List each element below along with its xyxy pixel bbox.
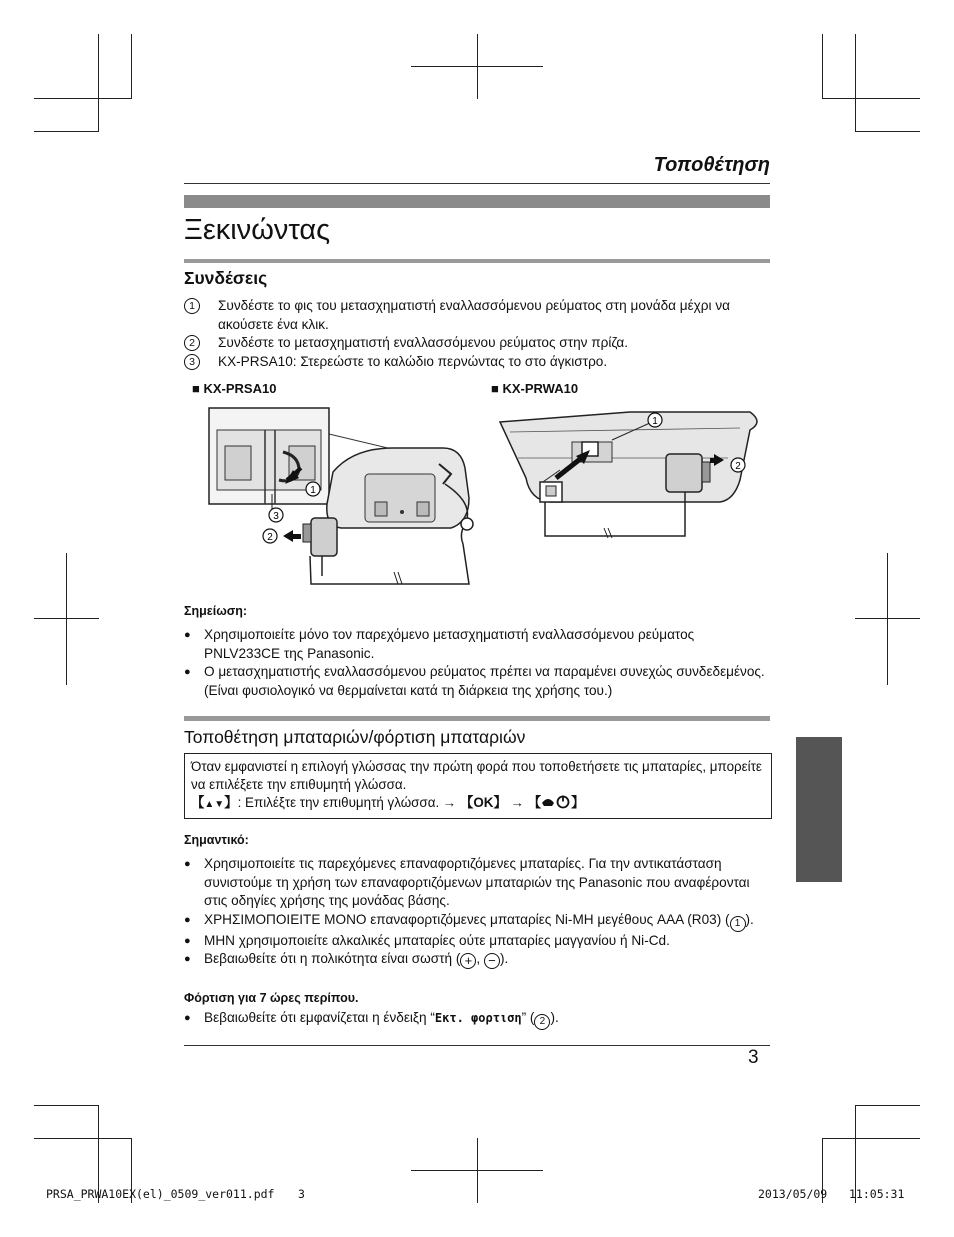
- step-item: [184, 334, 774, 353]
- battery-num-1: 1: [730, 916, 746, 932]
- section-rule: [184, 716, 770, 721]
- arrow-text: →: [506, 795, 528, 810]
- title-underline: [184, 259, 770, 263]
- charge-item: ● Βεβαιωθείτε ότι εμφανίζεται η ένδειξη “Εκτ. φορτιση” ( 2 ).: [184, 1009, 774, 1030]
- footer-page: 3: [298, 1187, 305, 1201]
- important-item: ● Βεβαιωθείτε ότι η πολικότητα είναι σωστή ( + , − ).: [184, 950, 774, 969]
- step-number: 3: [184, 354, 200, 370]
- ok-key: 【OK】: [460, 795, 507, 810]
- important-item: ● ΜΗΝ χρησιμοποιείτε αλκαλικές μπαταρίες ούτε μπαταρίες μαγγανίου ή Ni-Cd.: [184, 932, 774, 951]
- display-text: Εκτ. φορτιση: [434, 1011, 522, 1025]
- note-item: ● Χρησιμοποιείτε μόνο τον παρεχόμενο μετασχηματιστή εναλλασσόμενου ρεύματος PNLV233CE της Panasonic.: [184, 626, 774, 663]
- note-item: ● Ο μετασχηματιστής εναλλασσόμενου ρεύματος πρέπει να παραμένει συνεχώς συνδεδεμένος. (Είναι φυσιολογικό να θερμαίνεται κατά τη διάρκεια της χρήσης του.): [184, 663, 774, 700]
- step-text: Συνδέστε το φις του μετασχηματιστή εναλλασσόμενου ρεύματος στη μονάδα μέχρι να ακούσετε ένα κλικ.: [218, 298, 730, 332]
- step-number: 1: [184, 298, 200, 314]
- important-item: ● Χρησιμοποιείτε τις παρεχόμενες επαναφορτιζόμενες μπαταρίες. Για την αντικατάσταση συνιστούμε τη χρήση των επαναφορτιζόμενων μπαταριών της Panasonic που αναφέρονται στις οδηγίες χρήσης της μονάδας βάσης.: [184, 855, 774, 911]
- model-label-prsa10: ■ KX-PRSA10: [192, 381, 277, 396]
- important-list: [184, 855, 774, 969]
- note-list: [184, 626, 774, 700]
- note-title: Σημείωση:: [184, 604, 248, 618]
- header-rule: [184, 183, 770, 184]
- connection-steps: [184, 297, 774, 371]
- callout-2: 2: [267, 532, 273, 543]
- footer-filename: PRSA_PRWA10EX(el)_0509_ver011.pdf: [46, 1187, 275, 1201]
- important-item: ● ΧΡΗΣΙΜΟΠΟΙΕΙΤΕ ΜΟΝΟ επαναφορτιζόμενες μπαταρίες Ni-MH μεγέθους AAA (R03) ( 1 ).: [184, 911, 774, 932]
- page-number: 3: [748, 1047, 759, 1068]
- model-label-prwa10: ■ KX-PRWA10: [491, 381, 579, 396]
- box-instruction-text: : Επιλέξτε την επιθυμητή γλώσσα. →: [237, 795, 460, 810]
- minus-icon: −: [484, 953, 500, 969]
- box-instruction: [191, 794, 765, 814]
- side-tab: [796, 737, 842, 882]
- language-info-box: [184, 753, 772, 819]
- connections-heading: Συνδέσεις: [184, 268, 268, 288]
- box-text: Όταν εμφανιστεί η επιλογή γλώσσας την πρώτη φορά που τοποθετήσετε τις μπαταρίες, μπορείτε να επιλέξετε την επιθυμητή γλώσσα.: [191, 759, 762, 792]
- footer-date: 2013/05/09: [758, 1187, 828, 1201]
- section-header: Τοποθέτηση: [653, 154, 770, 176]
- callout-1: 1: [310, 485, 316, 496]
- step-item: [184, 353, 774, 372]
- up-down-key-icon: 【▲▼】: [191, 795, 238, 810]
- title-bar: [184, 195, 770, 208]
- charge-list: [184, 1009, 774, 1030]
- page-title: Ξεκινώντας: [184, 214, 331, 246]
- footer-time: 11:05:31: [849, 1187, 905, 1201]
- battery-num-2: 2: [534, 1014, 550, 1030]
- charge-title: Φόρτιση για 7 ώρες περίπου.: [184, 991, 359, 1005]
- step-item: [184, 297, 774, 334]
- step-text: Συνδέστε το μετασχηματιστή εναλλασσόμενου ρεύματος στην πρίζα.: [218, 335, 629, 350]
- prsa10-connection-illustration: [205, 404, 490, 590]
- callout-2: 2: [735, 461, 741, 472]
- step-text: KX-PRSA10: Στερεώστε το καλώδιο περνώντας το στο άγκιστρο.: [218, 353, 608, 369]
- off-key-icon: 【 】: [527, 795, 585, 810]
- callout-1: 1: [652, 416, 658, 427]
- step-number: 2: [184, 335, 200, 351]
- prwa10-connection-illustration: [490, 406, 760, 542]
- callout-3: 3: [273, 511, 279, 522]
- battery-heading: Τοποθέτηση μπαταριών/φόρτιση μπαταριών: [184, 727, 526, 747]
- plus-icon: +: [460, 953, 476, 969]
- important-title: Σημαντικό:: [184, 833, 249, 847]
- footer-rule: [184, 1045, 770, 1046]
